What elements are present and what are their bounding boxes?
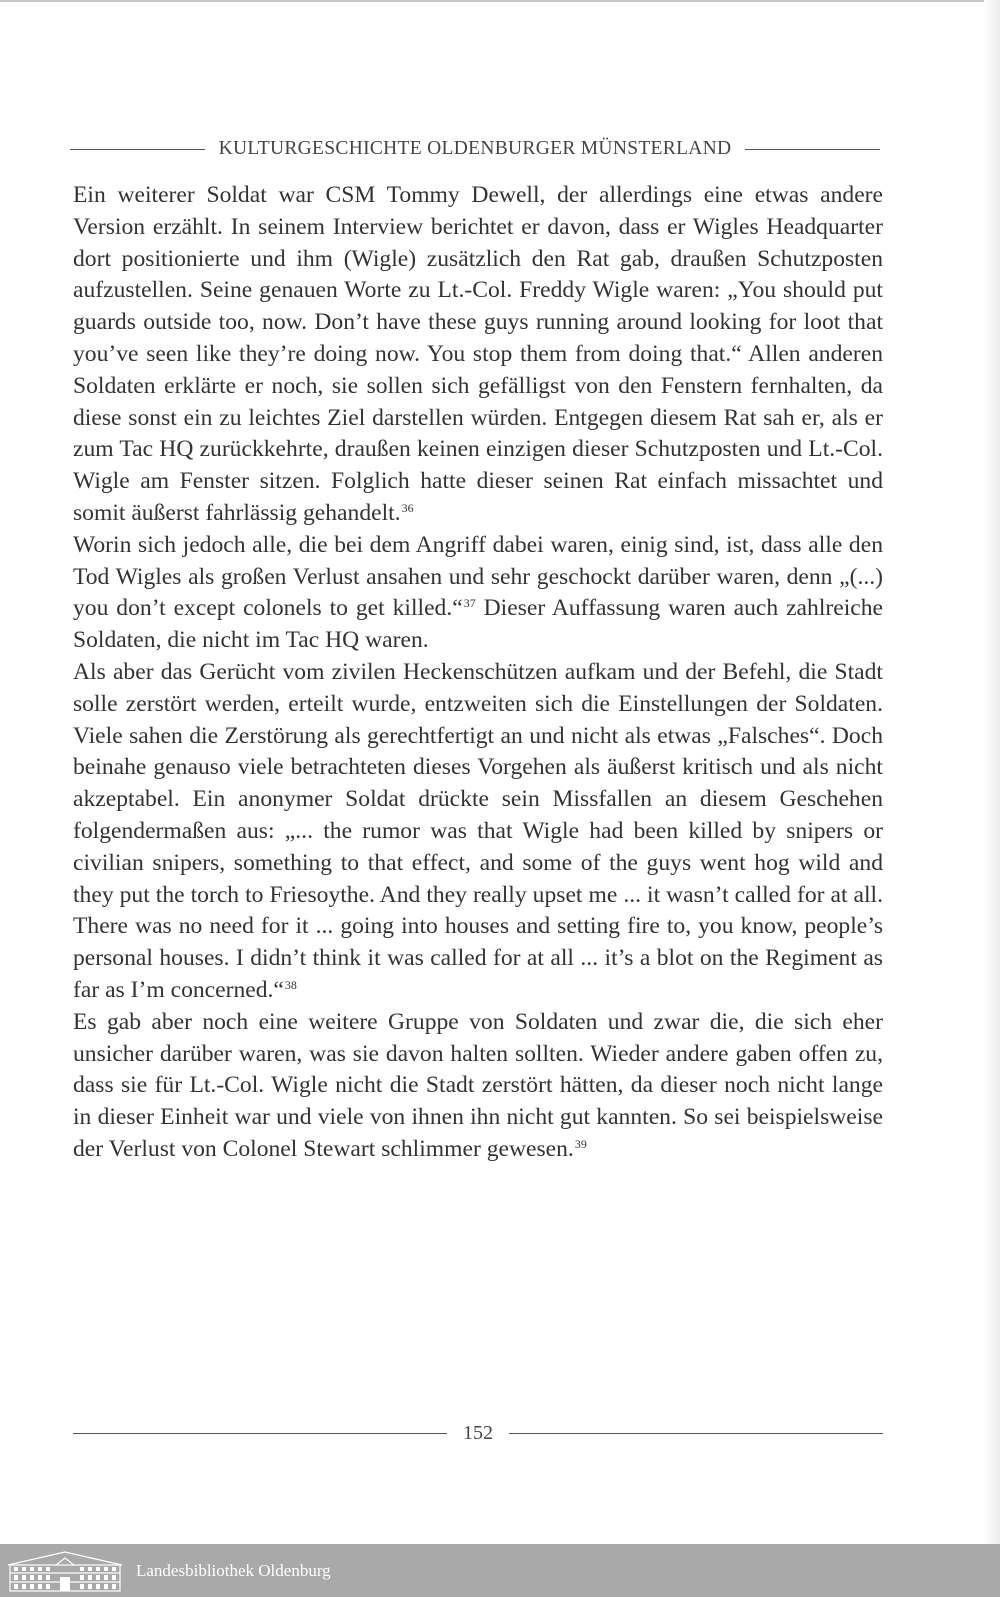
paragraph-4	[73, 1007, 883, 1166]
footnote-ref-39: 39	[574, 1136, 587, 1151]
body-text	[73, 180, 883, 1166]
page-right-edge-shadow	[984, 0, 1000, 1544]
running-head-title: KULTURGESCHICHTE OLDENBURGER MÜNSTERLAND	[218, 138, 732, 159]
paragraph-2-text: Worin sich jedoch alle, die bei dem Angriff dabei waren, einig sind, ist, dass alle den Tod Wigles als großen Verlust ansahen und sehr geschockt darüber waren, denn „(...) you don’t except colonels to get killed.“	[73, 531, 883, 622]
page-number: 152	[463, 1421, 493, 1444]
library-footer-bar	[0, 1544, 1000, 1597]
folio-rule-right	[509, 1433, 883, 1434]
footnote-ref-37: 37	[463, 595, 476, 610]
running-head-rule-right	[745, 149, 880, 150]
library-name: Landesbibliothek Oldenburg	[136, 1560, 331, 1580]
running-head-rule-left	[70, 149, 205, 150]
footnote-ref-38: 38	[284, 977, 297, 992]
page-footer	[73, 1418, 883, 1448]
paragraph-1	[73, 180, 883, 530]
running-head	[70, 134, 880, 164]
paragraph-2-continuation: Dieser Auffassung waren auch zahlreiche Soldaten, die nicht im Tac HQ waren.	[73, 595, 883, 654]
folio-rule-left	[73, 1433, 447, 1434]
paragraph-3-text: Als aber das Gerücht vom zivilen Heckenschützen aufkam und der Befehl, die Stadt solle zerstört werden, erteilt wurde, entzweiten sich die Einstellungen der Soldaten. Viele sahen die Zerstörung als gerechtfertigt an und nicht als etwas „Falsches“. Doch beinahe genauso viele betrachteten dieses Vorgehen als äußerst kritisch und als nicht akzeptabel. Ein anonymer Soldat drückte sein Missfallen an diesem Geschehen folgendermaßen aus: „... the rumor was that Wigle had been killed by snipers or civilian snipers, something to that effect, and some of the guys went hog wild and they put the torch to Friesoythe. And they really upset me ... it wasn’t called for at all. There was no need for it ... going into houses and setting fire to, you know, people’s personal houses. I didn’t think it was called for at all ... it’s a blot on the Regiment as far as I’m concerned.“	[73, 658, 883, 1003]
page-top-edge	[0, 0, 1000, 2]
library-building-icon	[6, 1549, 124, 1593]
paragraph-2	[73, 530, 883, 657]
footnote-ref-36: 36	[401, 500, 414, 515]
paragraph-3	[73, 657, 883, 1007]
paragraph-4-text: Es gab aber noch eine weitere Gruppe von Soldaten und zwar die, die sich eher unsicher darüber waren, was sie davon halten sollten. Wieder andere gaben offen zu, dass sie für Lt.-Col. Wigle nicht die Stadt zerstört hätten, da dieser noch nicht lange in dieser Einheit war und viele von ihnen ihn nicht gut kannten. So sei beispielsweise der Verlust von Colonel Stewart schlimmer gewesen.	[73, 1008, 883, 1162]
paragraph-1-text: Ein weiterer Soldat war CSM Tommy Dewell, der allerdings eine etwas andere Version erzählt. In seinem Interview berichtet er davon, dass er Wigles Headquarter dort positionierte und ihm (Wigle) zusätzlich den Rat gab, draußen Schutzposten aufzustellen. Seine genauen Worte zu Lt.-Col. Freddy Wigle waren: „You should put guards outside too, now. Don’t have these guys running around looking for loot that you’ve seen like they’re doing now. You stop them from doing that.“ Allen anderen Soldaten erklärte er noch, sie sollen sich gefälligst von den Fenstern fernhalten, da diese sonst ein zu leichtes Ziel darstellen würden. Entgegen diesem Rat sah er, als er zum Tac HQ zurückkehrte, draußen keinen einzigen dieser Schutzposten und Lt.-Col. Wigle am Fenster sitzen. Folglich hatte dieser seinen Rat einfach missachtet und somit äußerst fahrlässig gehandelt.	[73, 182, 883, 526]
